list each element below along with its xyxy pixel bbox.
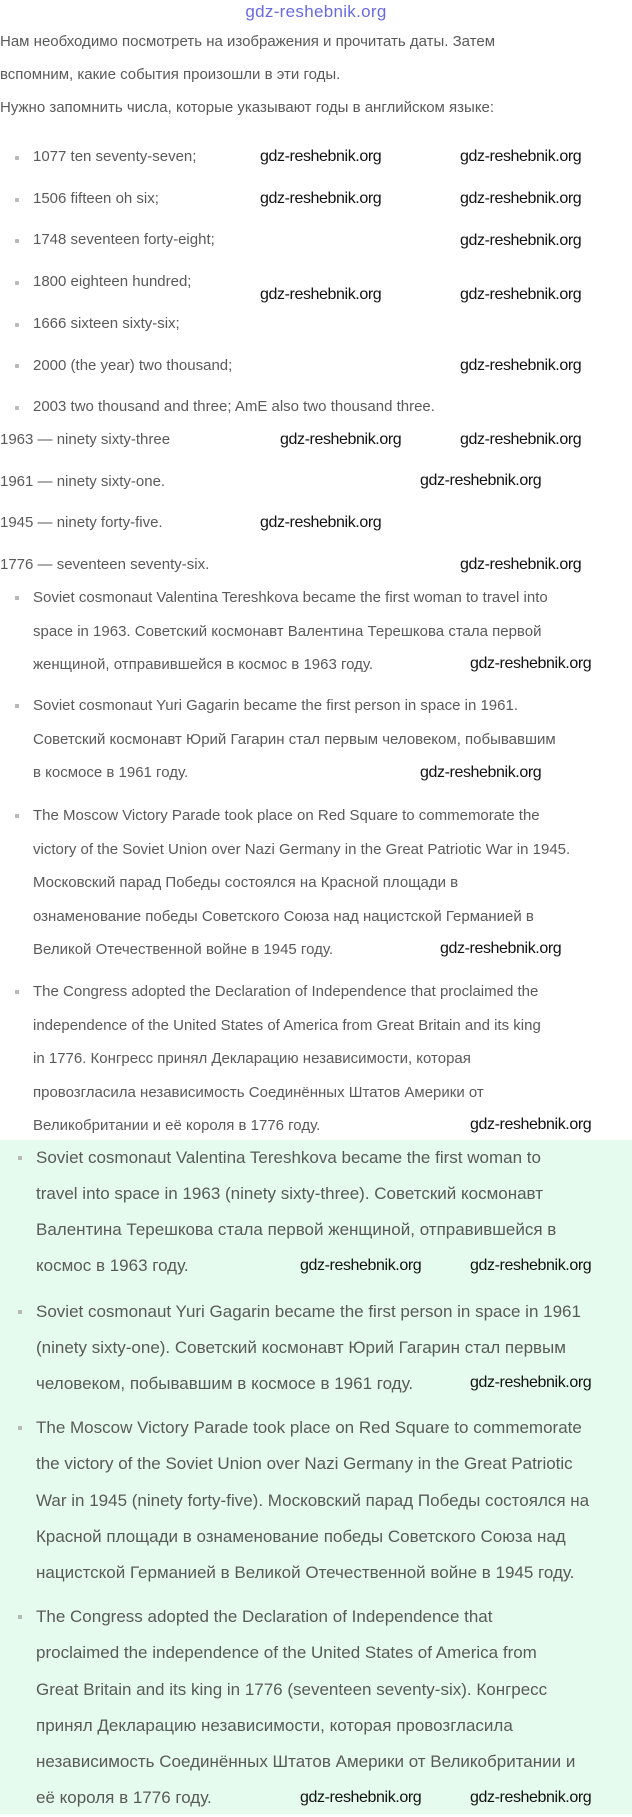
years-list — [0, 136, 632, 428]
event-line: The Congress adopted the Declaration of Independence that proclaimed the — [33, 983, 539, 1000]
event-line: провозгласила независимость Соединённых Штатов Америки от — [33, 1083, 484, 1101]
event-line: Soviet cosmonaut Yuri Gagarin became the first person in space in 1961. — [33, 697, 519, 714]
reading-line: 1776 — seventeen seventy-six. — [0, 556, 210, 574]
watermark-text: gdz-reshebnik.org — [470, 655, 592, 672]
event-line: ознаменование победы Советского Союза над нацистской Германией в — [33, 907, 534, 925]
answer-line: нацистской Германией в Великой Отечественной войне в 1945 году. — [36, 1563, 575, 1583]
watermark-text: gdz-reshebnik.org — [460, 148, 582, 165]
answer-item — [0, 1410, 632, 1591]
event-line: Московский парад Победы состоялся на Красной площади в — [33, 874, 459, 891]
watermark-text: gdz-reshebnik.org — [470, 1257, 592, 1274]
answer-line: независимость Соединённых Штатов Америки от Великобритании и — [36, 1752, 576, 1772]
answer-line: proclaimed the independence of the United States of America from — [36, 1643, 537, 1663]
event-line: Великой Отечественной войне в 1945 году. — [33, 941, 333, 958]
reading-line: 1961 — ninety sixty-one. — [0, 472, 166, 490]
event-line: Soviet cosmonaut Valentina Tereshkova became the first woman to travel into — [33, 589, 548, 606]
answer-line: космос в 1963 году. — [36, 1256, 189, 1275]
site-logo[interactable]: gdz-reshebnik.org — [245, 2, 387, 21]
watermark-text: gdz-reshebnik.org — [300, 1257, 422, 1274]
answer-line: travel into space in 1963 (ninety sixty-three). Советский космонавт — [36, 1184, 543, 1203]
watermark-text: gdz-reshebnik.org — [460, 190, 582, 207]
answer-line: The Congress adopted the Declaration of Independence that — [36, 1607, 493, 1626]
answer-line: War in 1945 (ninety forty-five). Московский парад Победы состоялся на — [36, 1490, 590, 1510]
watermark-text: gdz-reshebnik.org — [460, 556, 582, 573]
reading-line: 1963 — ninety sixty-three — [0, 431, 171, 448]
event-line: independence of the United States of America from Great Britain and its king — [33, 1016, 541, 1034]
answer-line: Красной площади в ознаменование победы Советского Союза над — [36, 1526, 566, 1546]
watermark-text: gdz-reshebnik.org — [470, 1374, 592, 1391]
watermark-text: gdz-reshebnik.org — [470, 1789, 592, 1806]
watermark-text: gdz-reshebnik.org — [300, 1789, 422, 1806]
watermark-text: gdz-reshebnik.org — [440, 940, 562, 957]
watermark-text: gdz-reshebnik.org — [260, 148, 382, 165]
list-item: 1077 ten seventy-seven; — [0, 136, 632, 178]
answer-line: The Moscow Victory Parade took place on Red Square to commemorate — [36, 1418, 582, 1437]
answer-line: Soviet cosmonaut Yuri Gagarin became the first person in space in 1961 — [36, 1302, 581, 1321]
watermark-text: gdz-reshebnik.org — [460, 357, 582, 374]
intro-text — [0, 25, 632, 124]
watermark-text: gdz-reshebnik.org — [260, 286, 382, 303]
event-line: Советский космонавт Юрий Гагарин стал первым человеком, побывавшим — [33, 730, 556, 748]
list-item: 1506 fifteen oh six; — [0, 178, 632, 220]
watermark-text: gdz-reshebnik.org — [420, 764, 542, 781]
event-line: женщиной, отправившейся в космос в 1963 году. — [33, 656, 374, 673]
watermark-text: gdz-reshebnik.org — [420, 472, 542, 489]
watermark-text: gdz-reshebnik.org — [460, 431, 582, 448]
watermark-text: gdz-reshebnik.org — [470, 1116, 592, 1133]
answer-line: Great Britain and its king in 1776 (seventeen seventy-six). Конгресс — [36, 1679, 548, 1699]
watermark-text: gdz-reshebnik.org — [260, 190, 382, 207]
list-item: 1748 seventeen forty-eight; — [0, 219, 632, 261]
event-line: в космосе в 1961 году. — [33, 764, 189, 781]
answer-line: (ninety sixty-one). Советский космонавт Юрий Гагарин стал первым — [36, 1338, 566, 1357]
answer-line: принял Декларацию независимости, которая провозгласила — [36, 1715, 513, 1735]
event-line: space in 1963. Советский космонавт Валентина Терешкова стала первой — [33, 622, 542, 640]
intro-line: вспомним, какие события произошли в эти годы. — [0, 66, 341, 83]
intro-line: Нужно запомнить числа, которые указывают годы в английском языке: — [0, 99, 495, 116]
event-line: The Moscow Victory Parade took place on Red Square to commemorate the — [33, 807, 540, 824]
answer-line: Soviet cosmonaut Valentina Tereshkova became the first woman to — [36, 1148, 541, 1167]
reading-line: 1945 — ninety forty-five. — [0, 514, 163, 532]
event-line: in 1776. Конгресс принял Декларацию независимости, которая — [33, 1050, 471, 1067]
watermark-text: gdz-reshebnik.org — [460, 286, 582, 303]
answer-line: человеком, побывавшим в космосе в 1961 году. — [36, 1374, 414, 1393]
list-item: 1800 eighteen hundred; — [0, 261, 632, 303]
event-line: Великобритании и её короля в 1776 году. — [33, 1117, 321, 1134]
watermark-text: gdz-reshebnik.org — [460, 232, 582, 249]
list-item: 2003 two thousand and three; AmE also two thousand three. — [0, 386, 632, 428]
answer-item — [0, 1599, 632, 1817]
intro-line: Нам необходимо посмотреть на изображения и прочитать даты. Затем — [0, 33, 496, 50]
answer-line: the victory of the Soviet Union over Nazi Germany in the Great Patriotic — [36, 1454, 573, 1474]
watermark-text: gdz-reshebnik.org — [260, 514, 382, 531]
event-line: victory of the Soviet Union over Nazi Germany in the Great Patriotic War in 1945. — [33, 840, 571, 858]
answer-line: Валентина Терешкова стала первой женщиной, отправившейся в — [36, 1220, 557, 1239]
answer-line: её короля в 1776 году. — [36, 1788, 212, 1808]
list-item: 1666 sixteen sixty-six; — [0, 303, 632, 345]
list-item: 2000 (the year) two thousand; — [0, 345, 632, 387]
watermark-text: gdz-reshebnik.org — [280, 431, 402, 448]
